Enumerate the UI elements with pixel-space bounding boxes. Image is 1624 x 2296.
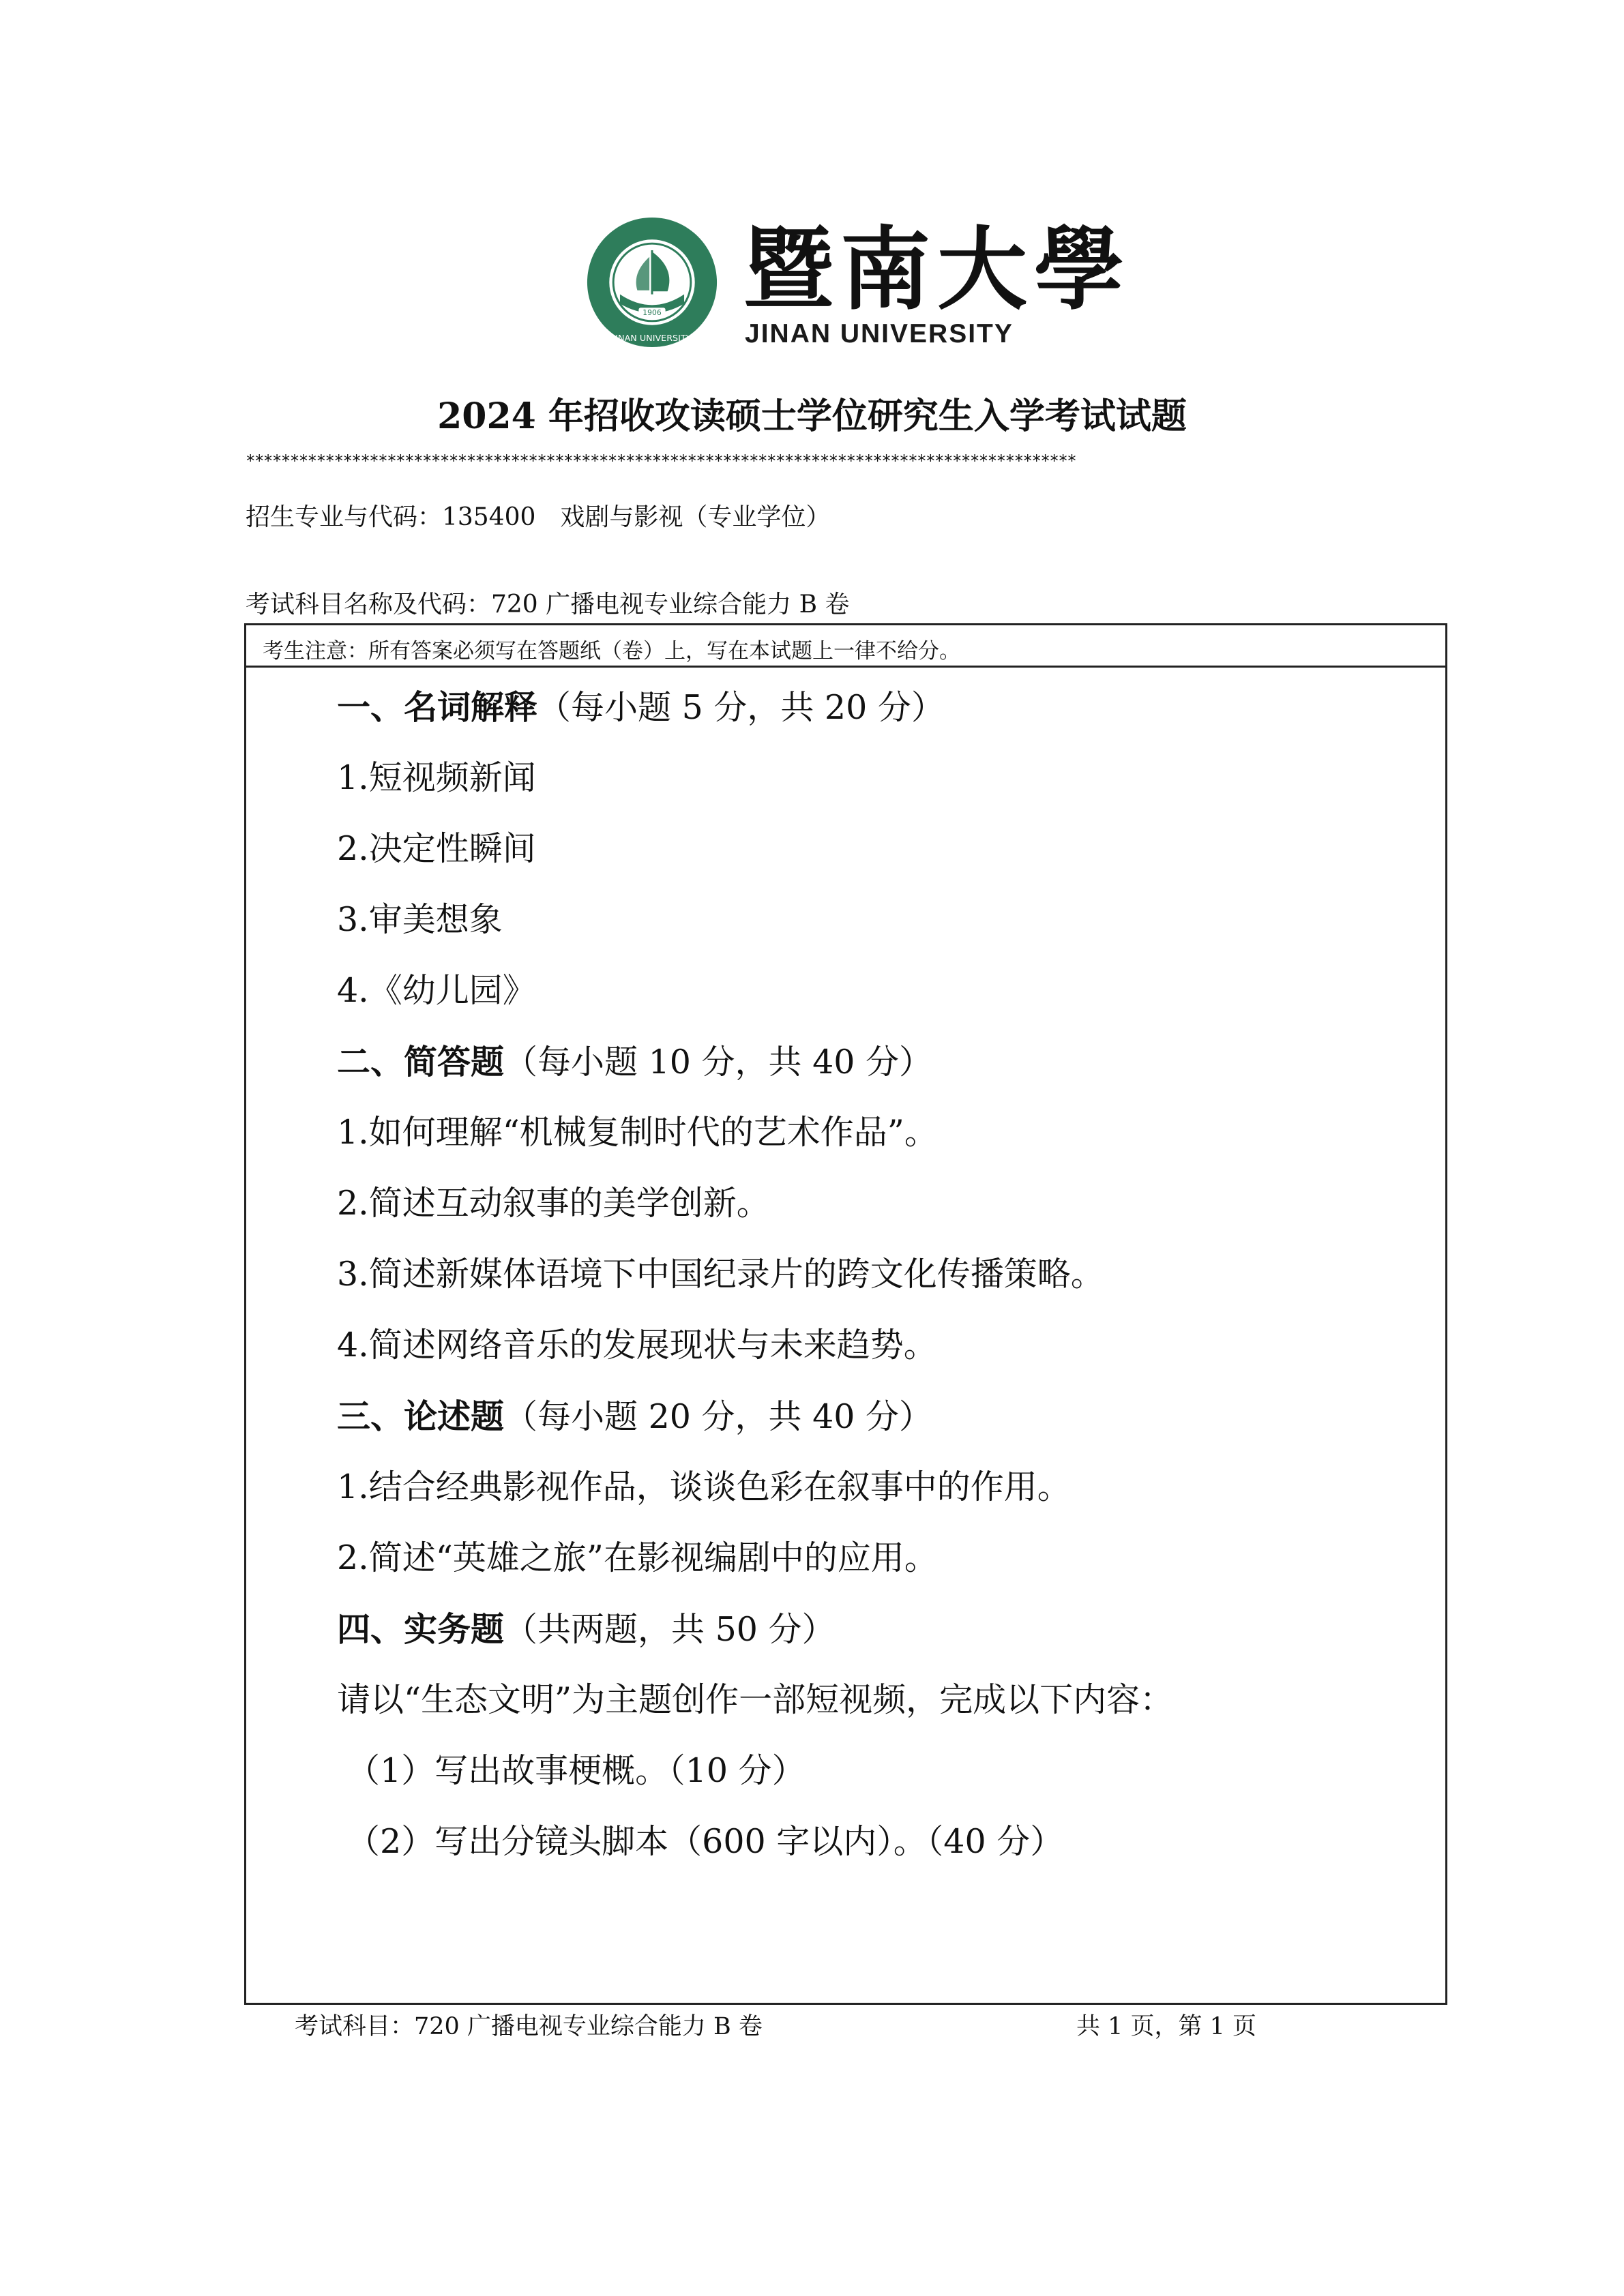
university-seal-logo: [585, 215, 719, 349]
exam-title: 2024 年招收攻读硕士学位研究生入学考试试题: [437, 396, 1187, 437]
major-code-line: 招生专业与代码：135400 戏剧与影视（专业学位）: [246, 503, 831, 531]
footer-page-number: 共 1 页，第 1 页: [1076, 2013, 1257, 2040]
section-heading: [337, 687, 945, 728]
question-item: 2.简述“英雄之旅”在影视编剧中的应用。: [337, 1538, 938, 1577]
section-heading: [337, 1609, 836, 1650]
section-title: 三、论述题: [337, 1397, 505, 1436]
section-heading: [337, 1042, 932, 1083]
star-divider: **********************************************************************************************: [246, 453, 1076, 469]
notice-row: [246, 625, 1445, 668]
footer-subject: 考试科目：720 广播电视专业综合能力 B 卷: [295, 2013, 763, 2040]
svg-text:JINAN UNIVERSITY: JINAN UNIVERSITY: [612, 333, 692, 344]
section-title: 二、简答题: [337, 1042, 505, 1082]
question-item: （1）写出故事梗概。（10 分）: [346, 1751, 806, 1790]
section-title: 一、名词解释: [337, 687, 538, 727]
svg-text:1906: 1906: [643, 308, 662, 318]
university-name-cn: 暨南大學: [743, 217, 1131, 323]
section-score-note: （每小题 10 分，共 40 分）: [504, 1043, 933, 1082]
university-name-en: JINAN UNIVERSITY: [745, 319, 1014, 348]
question-item: 1.如何理解“机械复制时代的艺术作品”。: [337, 1113, 938, 1152]
section-score-note: （每小题 20 分，共 40 分）: [504, 1397, 933, 1436]
question-item: 1.结合经典影视作品，谈谈色彩在叙事中的作用。: [337, 1467, 1071, 1506]
question-item: 4.简述网络音乐的发展现状与未来趋势。: [337, 1326, 937, 1365]
question-item: 3.审美想象: [337, 900, 503, 939]
question-item: 4.《幼儿园》: [337, 971, 536, 1010]
question-item: （2）写出分镜头脚本（600 字以内）。（40 分）: [346, 1822, 1064, 1861]
section-heading: [337, 1397, 932, 1437]
question-item: 2.简述互动叙事的美学创新。: [337, 1184, 770, 1223]
question-item: 3.简述新媒体语境下中国纪录片的跨文化传播策略。: [337, 1255, 1104, 1294]
section-title: 四、实务题: [337, 1609, 505, 1649]
question-item: 请以“生态文明”为主题创作一部短视频，完成以下内容：: [337, 1680, 1174, 1719]
question-item: 2.决定性瞬间: [337, 829, 536, 868]
section-score-note: （每小题 5 分，共 20 分）: [537, 688, 945, 727]
notice-text: 考生注意：所有答案必须写在答题纸（卷）上，写在本试题上一律不给分。: [263, 639, 960, 664]
question-item: 1.短视频新闻: [337, 758, 536, 797]
subject-code-line: 考试科目名称及代码：720 广播电视专业综合能力 B 卷: [246, 591, 850, 618]
section-score-note: （共两题，共 50 分）: [504, 1610, 836, 1649]
